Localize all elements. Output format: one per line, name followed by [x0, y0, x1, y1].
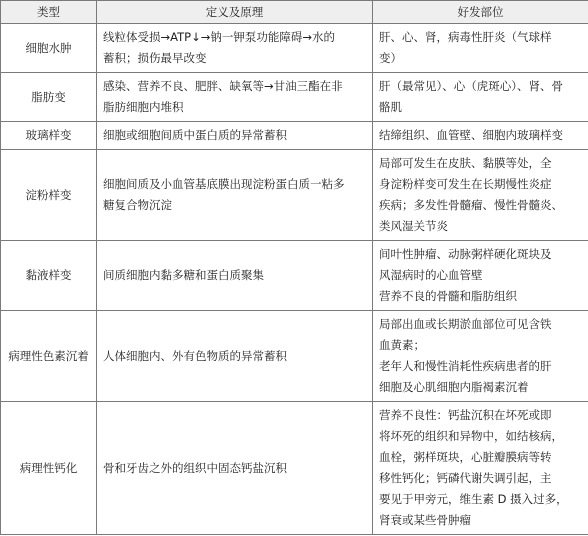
- sites-line: 移性钙化；钙磷代谢失调引起，主: [379, 471, 552, 485]
- definition-line: 人体细胞内、外有色物质的异常蓄积: [103, 348, 287, 363]
- sites-line: 肝、心、肾，病毒性肝炎（气球样: [379, 30, 552, 44]
- cell-definition: [97, 73, 373, 122]
- sites-line: 肾衰或某些骨肿瘤: [379, 513, 471, 527]
- sites-line: 骼肌: [379, 100, 402, 114]
- sites-line: 老年人和慢性消耗性疾病患者的肝: [379, 359, 552, 373]
- sites-line: 血黄素；: [379, 338, 425, 352]
- sites-line: 间叶性肿瘤、动脉粥样硬化斑块及: [379, 247, 552, 261]
- sites-line: 变）: [379, 51, 402, 65]
- sites-line: 血栓，粥样斑块，心脏瓣膜病等转: [379, 450, 552, 464]
- definition-line: 细胞或细胞间质中蛋白质的异常蓄积: [103, 128, 287, 142]
- cell-type: 黏液样变: [1, 241, 97, 311]
- table-row: [1, 150, 588, 241]
- definition-line: 骨和牙齿之外的组织中固态钙盐沉积: [103, 460, 287, 475]
- definition-line: 线粒体受损→ATP↓→钠一钾泵功能障碍→水的: [103, 30, 335, 44]
- cell-sites: [373, 311, 588, 402]
- sites-line: 局部可发生在皮肤、黏膜等处，全: [379, 156, 552, 170]
- table-row: [1, 241, 588, 311]
- cell-type: 病理性钙化: [1, 402, 97, 535]
- cell-definition: [97, 24, 373, 73]
- cell-sites: [373, 402, 588, 535]
- header-definition: 定义及原理: [97, 1, 373, 24]
- cell-definition: [97, 241, 373, 311]
- sites-line: 疾病；多发性骨髓瘤、慢性骨髓炎、: [379, 198, 563, 212]
- header-sites: 好发部位: [373, 1, 588, 24]
- cell-definition: [97, 150, 373, 241]
- definition-line: 蓄积；损伤最早改变: [103, 51, 207, 65]
- sites-line: 结缔组织、血管壁、细胞内玻璃样变: [379, 128, 563, 142]
- definition-line: 感染、营养不良、肥胖、缺氧等→甘油三酯在非: [103, 79, 343, 93]
- cell-type: 玻璃样变: [1, 122, 97, 150]
- table-body: [1, 24, 588, 535]
- cell-sites: [373, 150, 588, 241]
- cell-type: 脂肪变: [1, 73, 97, 122]
- table-row: [1, 402, 588, 535]
- cell-type: 病理性色素沉着: [1, 311, 97, 402]
- cell-definition: [97, 402, 373, 535]
- sites-line: 营养不良性：钙盐沉积在坏死或即: [379, 408, 552, 422]
- sites-line: 类风湿关节炎: [379, 219, 448, 233]
- cell-sites: [373, 122, 588, 150]
- sites-line: 身淀粉样变可发生在长期慢性炎症: [379, 177, 552, 191]
- definition-line: 间质细胞内黏多糖和蛋白质聚集: [103, 268, 264, 282]
- sites-line: 局部出血或长期淤血部位可见含铁: [379, 317, 552, 331]
- sites-line: 风湿病时的心血管壁: [379, 268, 483, 282]
- cell-type: 淀粉样变: [1, 150, 97, 241]
- table-row: [1, 311, 588, 402]
- sites-line: 细胞及心肌细胞内脂褐素沉着: [379, 380, 529, 394]
- definition-line: 脂肪细胞内堆积: [103, 100, 184, 114]
- cell-definition: [97, 122, 373, 150]
- table-row: [1, 73, 588, 122]
- sites-line: 要见于甲旁元，维生素 D 摄入过多，: [379, 492, 568, 506]
- table-row: [1, 24, 588, 73]
- sites-line: 肝（最常见）、心（虎斑心）、肾、骨: [379, 79, 563, 93]
- cell-type: 细胞水肿: [1, 24, 97, 73]
- header-row: [1, 1, 588, 24]
- sites-line: 营养不良的骨髓和脂肪组织: [379, 289, 517, 303]
- table-row: [1, 122, 588, 150]
- cell-definition: [97, 311, 373, 402]
- definition-line: 糖复合物沉淀: [103, 198, 172, 212]
- definition-line: 细胞间质及小血管基底膜出现淀粉蛋白质一粘多: [103, 177, 345, 191]
- sites-line: 将坏死的组织和异物中，如结核病，: [379, 429, 563, 443]
- header-type: 类型: [1, 1, 97, 24]
- cell-sites: [373, 24, 588, 73]
- cell-sites: [373, 241, 588, 311]
- cell-sites: [373, 73, 588, 122]
